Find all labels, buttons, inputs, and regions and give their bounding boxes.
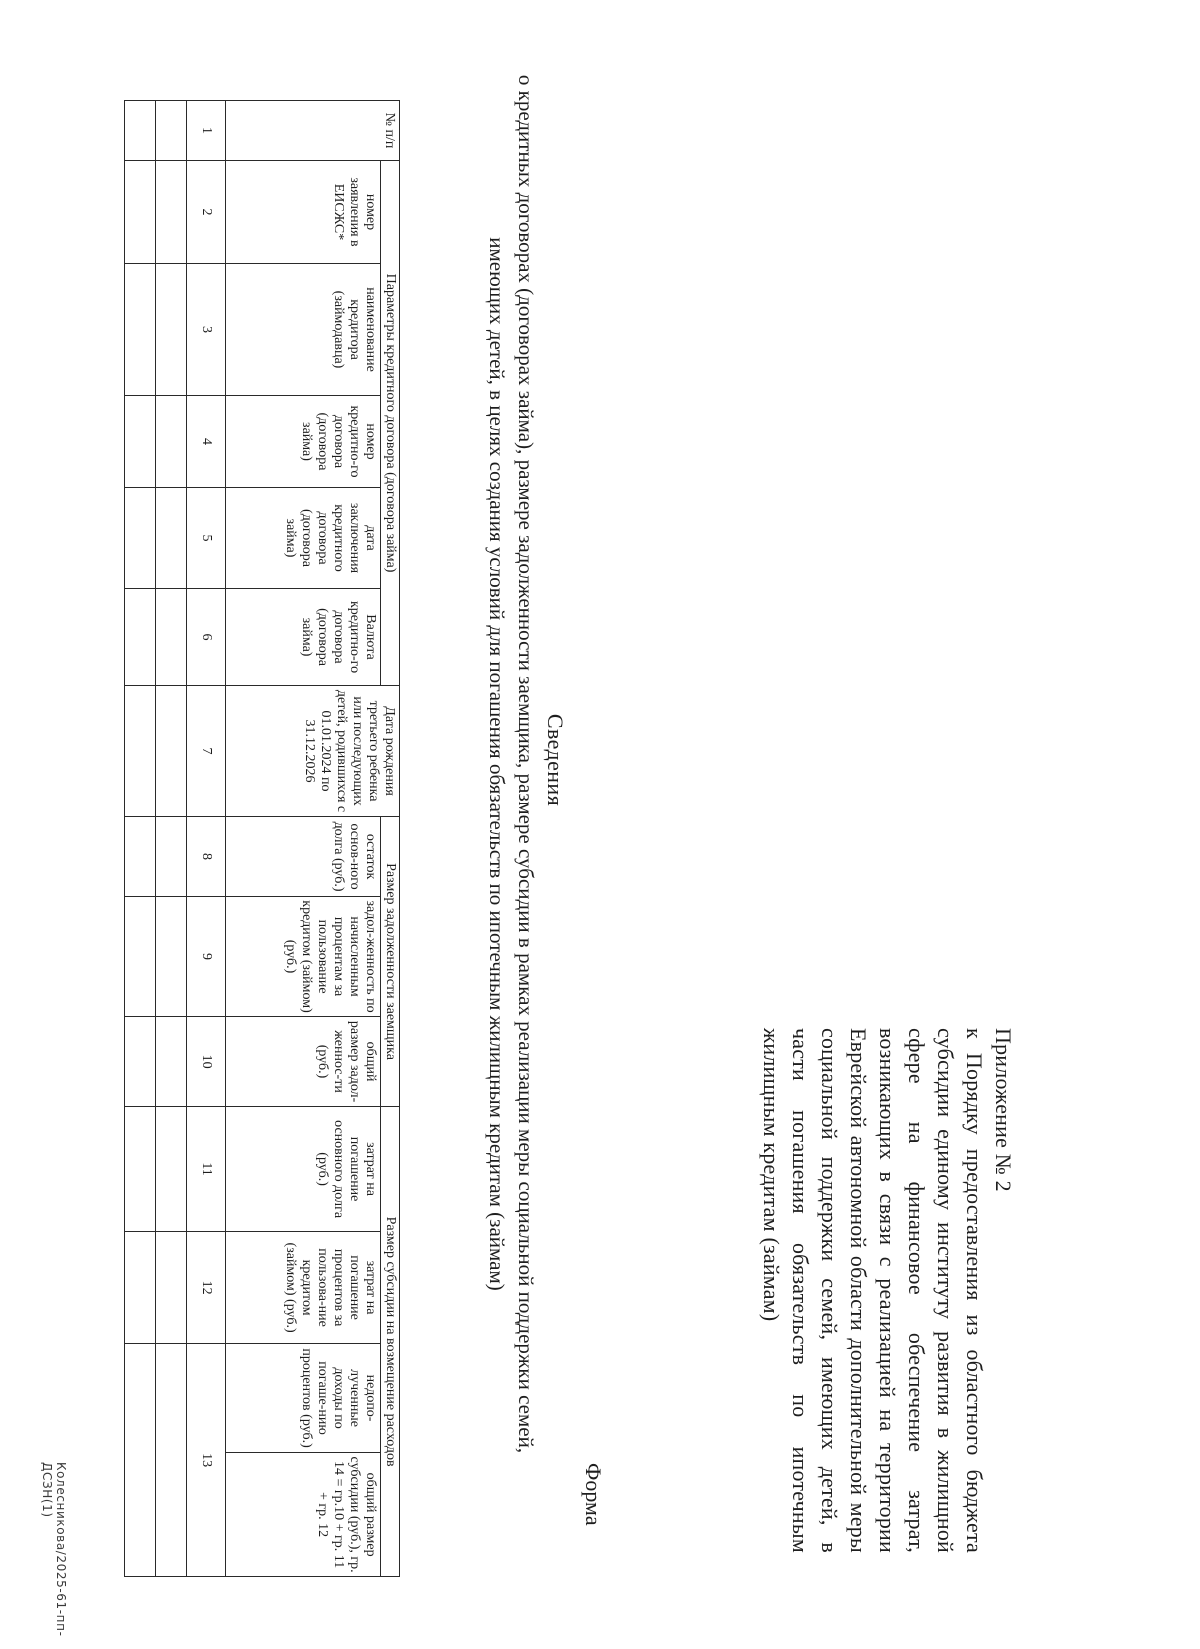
table-cell	[125, 1017, 156, 1107]
col-number: 12	[187, 1232, 226, 1344]
header-cell-13: общий размер субсидии (руб.), гр. 14 = гр.10 + гр. 11 + гр. 12	[226, 1453, 381, 1577]
annex-text: к Порядку предоставления из областного бюджета субсидии единому институту развития в жилищной сфере на финансовое обеспечение затрат, возникающих в связи с реализацией на территории Еврейской автономной области дополнительной меры социальной поддержки семей, имеющих детей, в части погашения обязательств по ипотечным жилищным кредитам (займам)	[759, 1028, 987, 1553]
header-cell-8: задол-женность по начисленным процентам за пользование кредитом (займом) (руб.)	[226, 897, 381, 1017]
table-cell	[156, 488, 187, 589]
table-cell	[125, 1107, 156, 1232]
table-cell	[125, 488, 156, 589]
header-cell-11: затрат на погашение процентов за пользова-ние кредитом (займом) (руб.)	[226, 1232, 381, 1344]
table-cell	[125, 161, 156, 264]
table-row	[125, 101, 156, 1577]
table-cell	[125, 1344, 156, 1577]
table-cell	[125, 589, 156, 686]
header-cell-4: дата заключения кредитного договора (договора займа)	[226, 488, 381, 589]
form-label: Форма	[581, 1463, 606, 1526]
col-number: 13	[187, 1344, 226, 1577]
header-cell-1: номер заявления в ЕИСЖС*	[226, 161, 381, 264]
table-cell	[125, 396, 156, 488]
header-cell-7: остаток основ-ного долга (руб.)	[226, 817, 381, 897]
credit-contracts-table	[124, 100, 400, 1577]
table-cell	[156, 897, 187, 1017]
col-number: 7	[187, 686, 226, 817]
table-cell	[156, 1107, 187, 1232]
table-cell	[125, 101, 156, 161]
col-number: 10	[187, 1017, 226, 1107]
table-row-column-numbers	[187, 101, 226, 1577]
table-cell	[125, 817, 156, 897]
table-row	[156, 101, 187, 1577]
col-number: 11	[187, 1107, 226, 1232]
table-cell	[156, 1232, 187, 1344]
col-number: 1	[187, 101, 226, 161]
table-column-header-row	[226, 101, 381, 1577]
table-cell	[125, 897, 156, 1017]
header-cell-10: затрат на погашение основного долга (руб.)	[226, 1107, 381, 1232]
table-cell	[125, 1232, 156, 1344]
table-group-header-row	[381, 101, 400, 1577]
header-cell-2: наименование кредитора (займодавца)	[226, 264, 381, 396]
annex-block	[757, 1028, 1018, 1553]
header-cell-no: № п/п	[226, 101, 400, 161]
table-cell	[156, 589, 187, 686]
table-cell	[156, 1344, 187, 1577]
document-subtitle: о кредитных договорах (договорах займа), размере задолженности заемщика, размере субсидии в рамках реализации меры социальной поддержки семей, имеющих детей, в целях создания условий для погашения обязательств по ипотечным жилищным кредитам (займам)	[485, 74, 538, 1454]
table-cell	[156, 161, 187, 264]
table-cell	[125, 264, 156, 396]
table-cell	[156, 101, 187, 161]
col-number: 6	[187, 589, 226, 686]
document-footer-code: Колесникова/2025-61-пп-ДСЗН(1)	[40, 1462, 68, 1637]
header-cell-9: общий размер задол-женнос-ти (руб.)	[226, 1017, 381, 1107]
table-cell	[125, 686, 156, 817]
group-header-contract-params: Параметры кредитного договора (договора займа)	[381, 161, 400, 686]
header-cell-5: Валюта кредитно-го договора (договора займа)	[226, 589, 381, 686]
col-number: 4	[187, 396, 226, 488]
group-header-subsidy: Размер субсидии на возмещение расходов	[381, 1107, 400, 1577]
table-cell	[156, 817, 187, 897]
col-number: 8	[187, 817, 226, 897]
col-number: 5	[187, 488, 226, 589]
table-cell	[156, 1017, 187, 1107]
table-cell	[156, 396, 187, 488]
table-cell	[156, 686, 187, 817]
header-cell-12: недопо-лученные доходы по погаше-нию процентов (руб.)	[226, 1344, 381, 1453]
group-header-debt: Размер задолженности заемщика	[381, 817, 400, 1107]
header-cell-6: Дата рождения третьего ребенка или последующих детей, родившихся с 01.01.2024 по 31.12.2026	[226, 686, 400, 817]
col-number: 9	[187, 897, 226, 1017]
annex-heading: Приложение № 2	[991, 1028, 1016, 1192]
table-cell	[156, 264, 187, 396]
header-cell-3: номер кредитно-го договора (договора займа)	[226, 396, 381, 488]
col-number: 3	[187, 264, 226, 396]
document-title: Сведения	[543, 713, 568, 807]
col-number: 2	[187, 161, 226, 264]
